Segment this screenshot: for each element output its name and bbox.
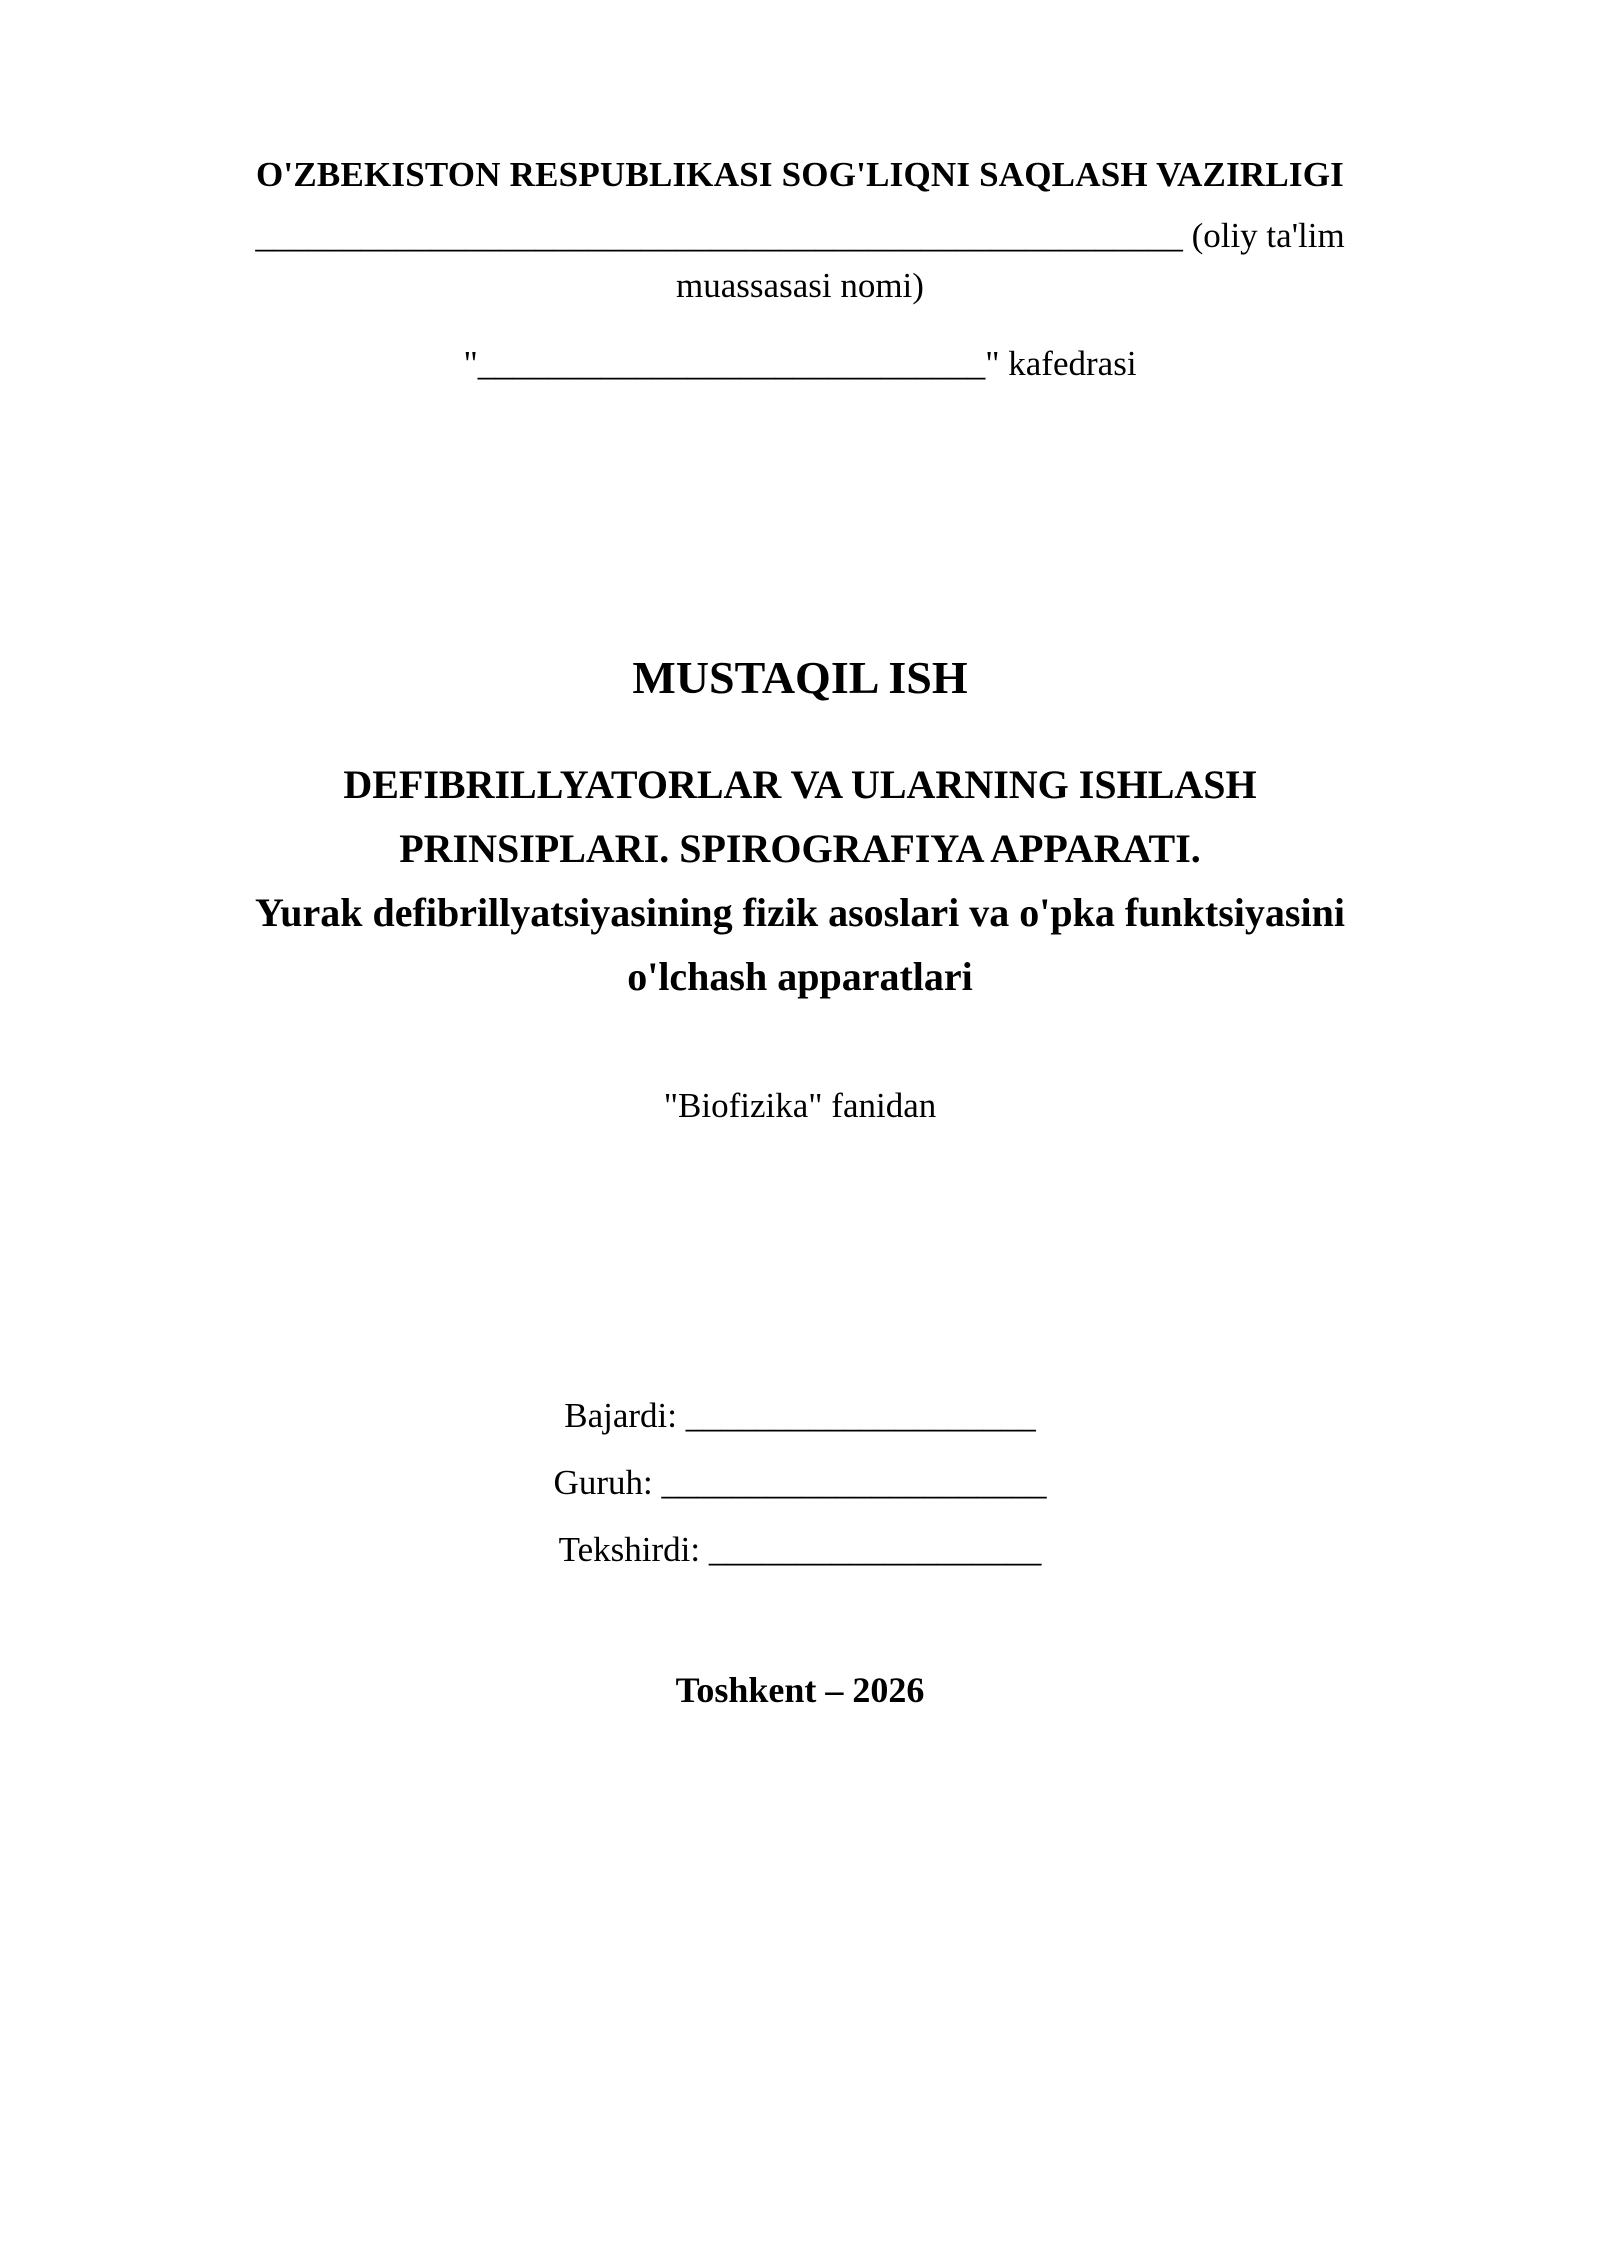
group-line: Guruh: ______________________ — [553, 1463, 1047, 1502]
topic-line: DEFIBRILLYATORLAR VA ULARNING ISHLASH — [343, 762, 1257, 807]
document-type-title: MUSTAQIL ISH — [632, 652, 968, 703]
institution-name-blank: _____________________________________________________ — [255, 216, 1183, 255]
performed-by-line: Bajardi: ____________________ — [564, 1396, 1036, 1435]
checked-by-line: Tekshirdi: ___________________ — [558, 1530, 1042, 1569]
institution-hint-end: muassasasi nomi) — [676, 266, 924, 305]
subject-line: "Biofizika" fanidan — [663, 1086, 937, 1125]
ministry-heading: O'ZBEKISTON RESPUBLIKASI SOG'LIQNI SAQLASH VAZIRLIGI — [256, 155, 1344, 194]
city-year: Toshkent – 2026 — [675, 1670, 925, 1710]
topic-line: o'lchash apparatlari — [627, 954, 973, 999]
department-line: "_____________________________" kafedrasi — [463, 344, 1137, 383]
institution-name-line — [0, 218, 1600, 253]
topic-line: Yurak defibrillyatsiyasining fizik asoslari va o'pka funktsiyasini — [255, 890, 1345, 935]
institution-hint-start: (oliy ta'lim — [1191, 216, 1345, 255]
topic-line: PRINSIPLARI. SPIROGRAFIYA APPARATI. — [399, 826, 1201, 871]
